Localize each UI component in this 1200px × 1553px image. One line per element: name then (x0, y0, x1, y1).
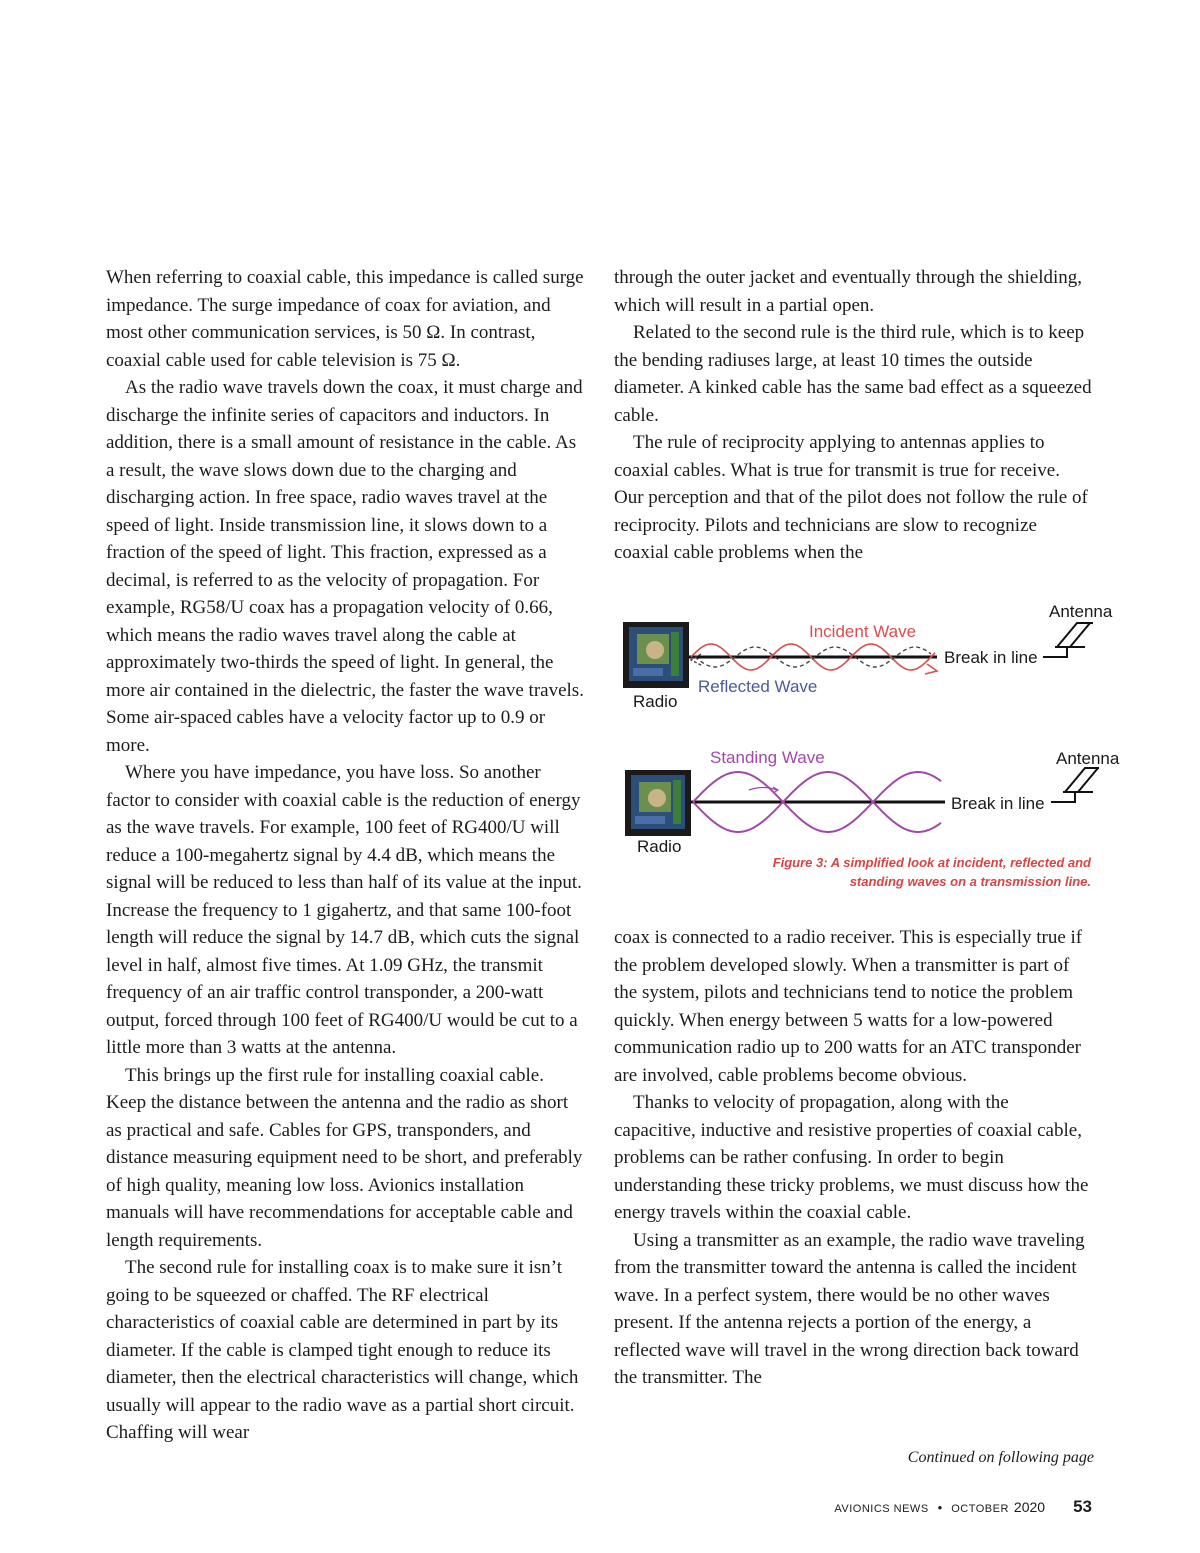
continued-note: Continued on following page (907, 1449, 1094, 1466)
bottom-radio-label: Radio (637, 837, 682, 856)
incident-wave-label: Incident Wave (809, 622, 917, 641)
paragraph: Thanks to velocity of propagation, along with the capacitive, inductive and resistive properties of coaxial cable, problems can be rather confusing. In order to begin understanding these tricky problems, we must discuss how the energy travels within the coaxial cable. (614, 1092, 1089, 1223)
top-antenna-label: Antenna (1049, 602, 1113, 621)
bottom-diagram (625, 748, 1120, 856)
paragraph: Where you have impedance, you have loss. So another factor to consider with coaxial cable is the reduction of energy as the wave travels. For example, 100 feet of RG400/U will reduce a 100-megahertz signal by 4.4 dB, which means the signal will be reduced to less than half of its value at the input. Increase the frequency to 1 gigahertz, and that same 100-foot length will reduce the signal by 14.7 dB, which cuts the signal level in half, almost five times. At 1.09 GHz, the transmit frequency of an air traffic control transponder, a 200-watt output, forced through 100 feet of RG400/U would be cut to a little more than 3 watts at the antenna. (106, 762, 582, 1058)
left-column (106, 264, 584, 1447)
right-column-lower (614, 924, 1094, 1392)
figure-caption (615, 853, 1091, 891)
issue-year: 2020 (1013, 1499, 1046, 1515)
radio-icon (625, 770, 691, 836)
figure-caption-line: standing waves on a transmission line. (849, 874, 1091, 889)
paragraph: Related to the second rule is the third rule, which is to keep the bending radiuses large, at least 10 times the outside diameter. A kinked cable has the same bad effect as a squeezed cable. (614, 322, 1092, 426)
paragraph: When referring to coaxial cable, this impedance is called surge impedance. The surge impedance of coax for aviation, and most other communication services, is 50 Ω. In contrast, coaxial cable used for cable television is 75 Ω. (106, 267, 584, 371)
radio-icon (623, 622, 689, 688)
standing-wave-arc (749, 788, 777, 791)
paragraph: Using a transmitter as an example, the radio wave traveling from the transmitter toward the antenna is called the incident wave. In a perfect system, there would be no other waves present. If the antenna rejects a portion of the energy, a reflected wave will travel in the wrong direction back toward the transmitter. The (614, 1229, 1085, 1388)
top-break-label: Break in line (944, 648, 1038, 667)
standing-wave-label: Standing Wave (710, 748, 825, 767)
right-column-upper (614, 264, 1094, 567)
top-radio-label: Radio (633, 692, 678, 711)
reflected-wave-label: Reflected Wave (698, 677, 818, 696)
publication-name: AVIONICS NEWS (834, 1503, 929, 1515)
paragraph: The rule of reciprocity applying to antennas applies to coaxial cables. What is true for transmit is true for receive. Our perception and that of the pilot does not follow the rule of reciprocity. Pilots and technicians are slow to recognize coaxial cable problems when the (614, 432, 1088, 563)
page-footer (834, 1497, 1092, 1517)
paragraph: This brings up the first rule for installing coaxial cable. Keep the distance between the antenna and the radio as short as practical and safe. Cables for GPS, transponders, and distance measuring equipment need to be short, and preferably of high quality, meaning low loss. Avionics installation manuals will have recommendations for acceptable cable and length requirements. (106, 1064, 583, 1251)
bottom-antenna-label: Antenna (1056, 749, 1120, 768)
top-diagram (623, 602, 1113, 711)
paragraph: As the radio wave travels down the coax, it must charge and discharge the infinite series of capacitors and inductors. In addition, there is a small amount of resistance in the cable. As a result, the wave slows down due to the charging and discharging action. In free space, radio waves travel at the speed of light. Inside transmission line, it slows down to a fraction of the speed of light. This fraction, expressed as a decimal, is referred to as the velocity of propagation. For example, RG58/U coax has a propagation velocity of 0.66, which means the radio waves travel along the cable at approximately two-thirds the speed of light. In general, the more air contained in the dielectric, the faster the wave travels. Some air-spaced cables have a velocity factor up to 0.9 or more. (106, 377, 584, 756)
paragraph: coax is connected to a radio receiver. This is especially true if the problem developed slowly. When a transmitter is part of the system, pilots and technicians tend to notice the problem quickly. When energy between 5 watts for a low-powered communication radio up to 200 watts for an ATC transponder are involved, cable problems become obvious. (614, 927, 1083, 1086)
incident-arrowhead (925, 664, 937, 674)
bottom-break-label: Break in line (951, 794, 1045, 813)
page-number: 53 (1073, 1497, 1092, 1516)
paragraph: The second rule for installing coax is to make sure it isn’t going to be squeezed or chaffed. The RF electrical characteristics of coaxial cable are determined in part by its diameter. If the cable is clamped tight enough to reduce its diameter, then the electrical characteristics will change, which usually will appear to the radio wave as a partial short circuit. Chaffing will wear (106, 1257, 579, 1443)
top-antenna-icon (1043, 623, 1093, 657)
bottom-antenna-icon (1051, 768, 1099, 802)
paragraph: through the outer jacket and eventually through the shielding, which will result in a partial open. (614, 267, 1083, 316)
footer-bullet: • (937, 1500, 943, 1515)
issue-month: OCTOBER (951, 1503, 1009, 1515)
figure-caption-line: Figure 3: A simplified look at incident, reflected and (772, 855, 1091, 870)
